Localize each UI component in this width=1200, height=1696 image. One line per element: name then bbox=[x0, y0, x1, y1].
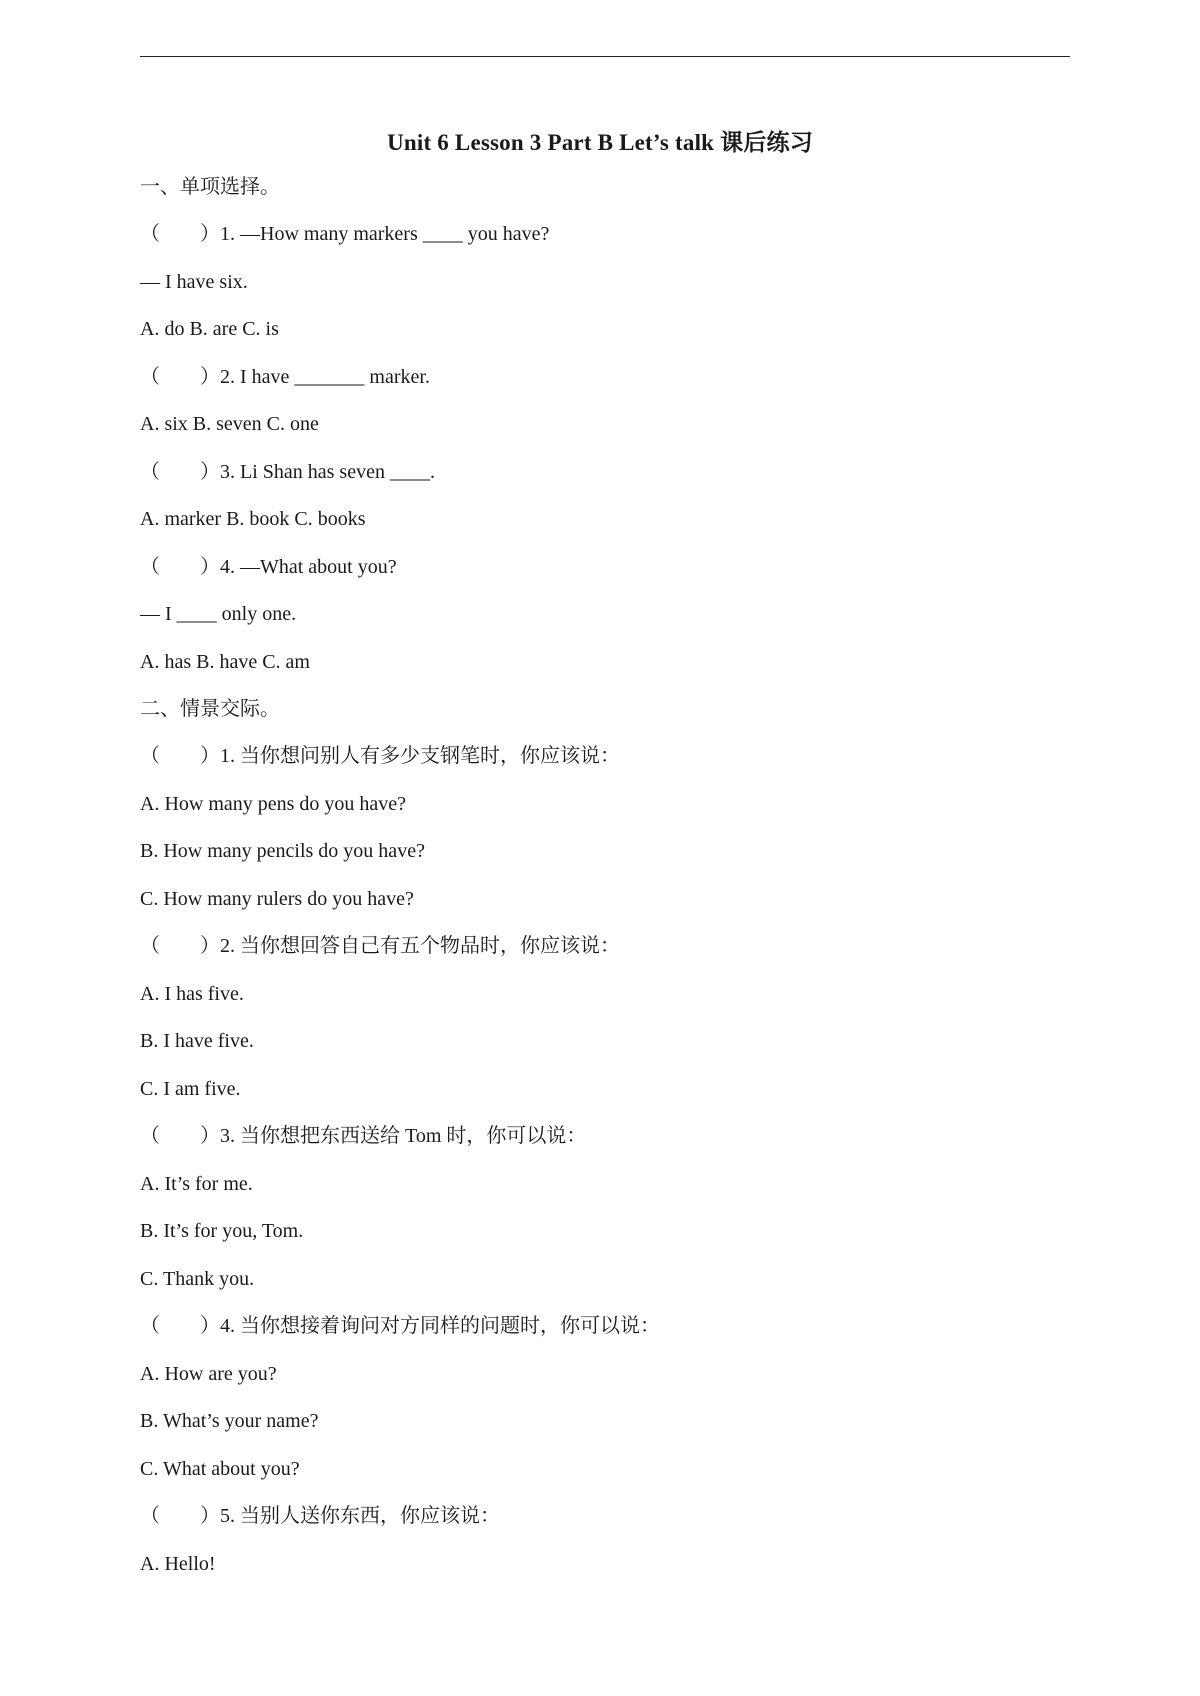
question-2-1-option-a: A. How many pens do you have? bbox=[140, 793, 407, 815]
question-2-4-option-c: C. What about you? bbox=[140, 1458, 300, 1480]
question-1-2: （ ）2. I have _______ marker. bbox=[140, 366, 430, 388]
question-2-1-option-c: C. How many rulers do you have? bbox=[140, 888, 414, 910]
question-1-3: （ ）3. Li Shan has seven ____. bbox=[140, 461, 435, 483]
question-2-1: （ ）1. 当你想问别人有多少支钢笔时，你应该说： bbox=[140, 745, 620, 767]
question-1-4-answer-line: — I ____ only one. bbox=[140, 603, 297, 625]
question-1-4: （ ）4. —What about you? bbox=[140, 556, 397, 578]
question-1-4-options: A. has B. have C. am bbox=[140, 651, 310, 673]
question-1-2-options: A. six B. seven C. one bbox=[140, 413, 319, 435]
question-1-1-answer-line: — I have six. bbox=[140, 271, 248, 293]
question-2-2: （ ）2. 当你想回答自己有五个物品时，你应该说： bbox=[140, 935, 620, 957]
question-2-5-option-a: A. Hello! bbox=[140, 1553, 216, 1575]
section-heading-single-choice: 一、单项选择。 bbox=[140, 176, 280, 198]
question-2-2-option-b: B. I have five. bbox=[140, 1030, 254, 1052]
question-2-4-option-b: B. What’s your name? bbox=[140, 1410, 319, 1432]
question-2-3-option-a: A. It’s for me. bbox=[140, 1173, 253, 1195]
worksheet-title: Unit 6 Lesson 3 Part B Let’s talk 课后练习 bbox=[387, 130, 813, 155]
question-2-1-option-b: B. How many pencils do you have? bbox=[140, 840, 425, 862]
question-2-3-option-c: C. Thank you. bbox=[140, 1268, 255, 1290]
question-1-1-options: A. do B. are C. is bbox=[140, 318, 279, 340]
question-2-3-option-b: B. It’s for you, Tom. bbox=[140, 1220, 304, 1242]
question-1-1: （ ）1. —How many markers ____ you have? bbox=[140, 223, 550, 245]
question-2-4-option-a: A. How are you? bbox=[140, 1363, 277, 1385]
question-1-3-options: A. marker B. book C. books bbox=[140, 508, 366, 530]
section-heading-situational: 二、情景交际。 bbox=[140, 698, 280, 720]
question-2-2-option-c: C. I am five. bbox=[140, 1078, 241, 1100]
question-2-3: （ ）3. 当你想把东西送给 Tom 时，你可以说： bbox=[140, 1125, 587, 1147]
question-2-5: （ ）5. 当别人送你东西，你应该说： bbox=[140, 1505, 500, 1527]
question-2-2-option-a: A. I has five. bbox=[140, 983, 244, 1005]
header-rule bbox=[140, 56, 1070, 57]
question-2-4: （ ）4. 当你想接着询问对方同样的问题时，你可以说： bbox=[140, 1315, 660, 1337]
